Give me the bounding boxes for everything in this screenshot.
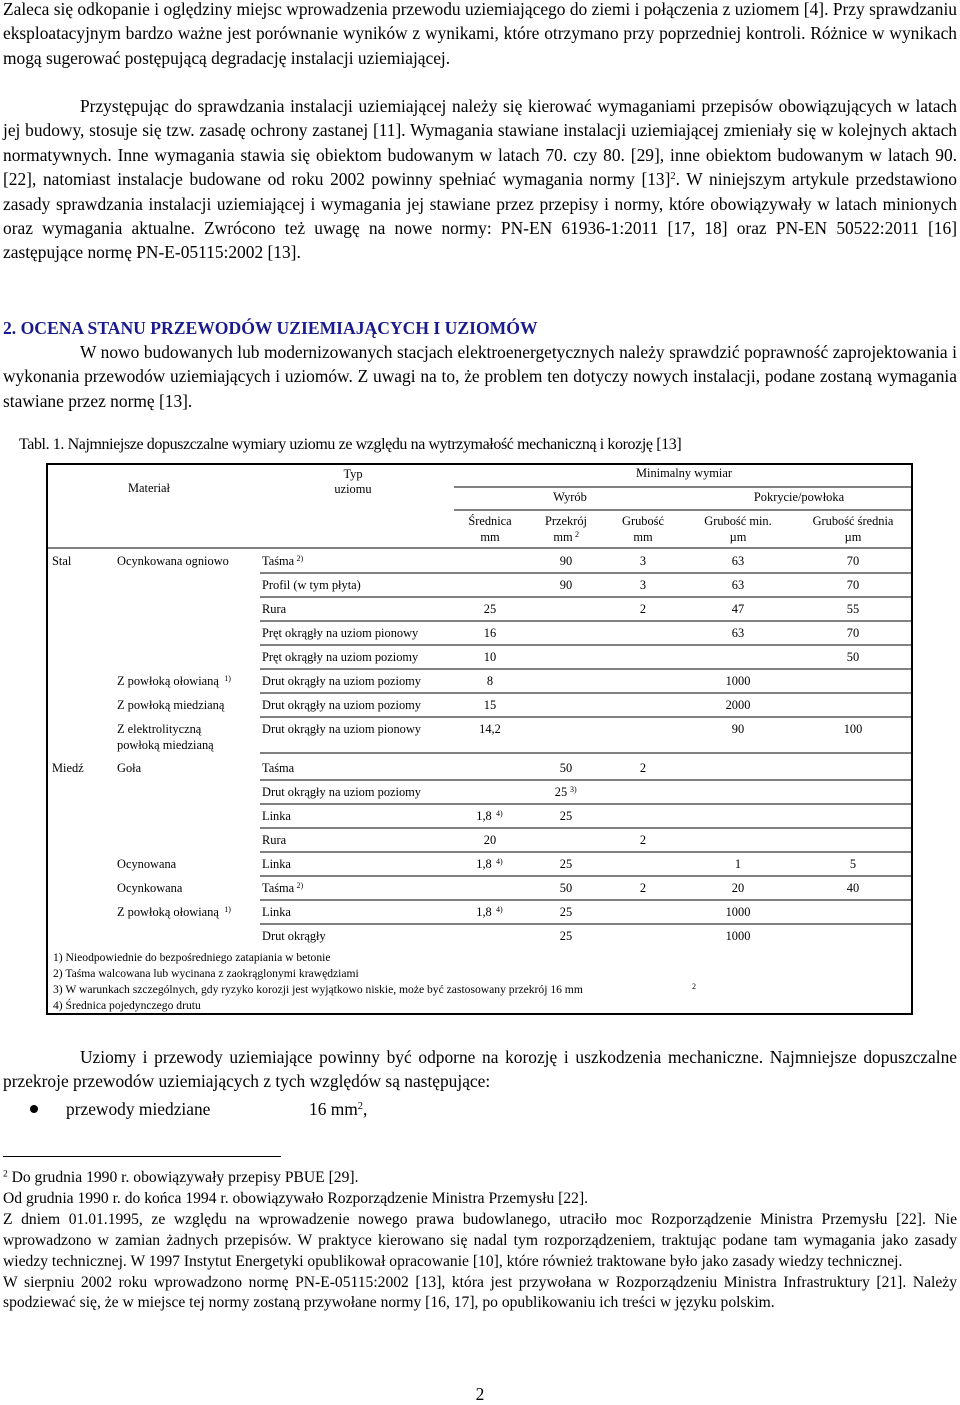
cell-gsr: 40	[846, 881, 860, 895]
header-grubosc-sr: Grubość średnia	[812, 514, 894, 528]
cell-finish-sup: 1)	[224, 674, 231, 683]
cell-type: Linka	[262, 857, 291, 871]
cell-type-sup: 2)	[296, 881, 304, 890]
cell-gr: 2	[639, 881, 647, 895]
paragraph-requirements: Przystępując do sprawdzania instalacji uziemiającej należy się kierować wymaganiami przepisów obowiązujących w latach jej budowy, stosuje się tzw. zasadę ochrony zastanej [11]. Wymagania stawiane instalacji uziemiającej zmieniały się w kolejnych aktach normatywnych. Inne wymagania stawia się obiektom budowanym w latach 70. czy 80. [29], inne obiektom budowanym w latach 90. [22], natomiast instalacje budowane od roku 2002 powinny spełniać wymagania normy $[13]^2$. W niniejszym artykule przedstawiono zasady sprawdzania instalacji uziemiającej i wymagania jej stawiane przez przepisy i normy, które obowiązywały w latach minionych oraz wymagania aktualne. Zwrócono też uwagę na nowe normy: PN-EN 61936-1:2011 [17, 18] oraz PN-EN 50522:2011 [16] zastępujące normę PN-E-05115:2002 [13].	[3, 96, 957, 263]
cell-type: Profil (w tym płyta)	[262, 578, 361, 592]
cell-type: Linka	[262, 809, 291, 823]
table-note-sup: 2	[692, 982, 696, 991]
cell-material: Miedź	[52, 761, 84, 775]
cell-sr: 1,8	[476, 809, 492, 823]
footnote-rule	[3, 1156, 281, 1157]
cell-prz: 25	[559, 905, 573, 919]
cell-sr: 1,8	[476, 905, 492, 919]
bullet-item: przewody miedziane 16 $mm^2$,	[30, 1097, 367, 1121]
cell-type: Pręt okrągły na uziom poziomy	[262, 650, 419, 664]
cell-gmin: 63	[731, 578, 745, 592]
cell-gmin: 1	[734, 857, 742, 871]
footnote-line: Od grudnia 1990 r. do końca 1994 r. obowiązywało Rozporządzenie Ministra Przemysłu [22].	[3, 1189, 589, 1207]
cell-gmin: 20	[731, 881, 745, 895]
paragraph-section2: W nowo budowanych lub modernizowanych stacjach elektroenergetycznych należy sprawdzić poprawność zaprojektowania i wykonania przewodów uziemiających i uziomów. Z uwagi na to, że problem ten dotyczy nowych instalacji, podane zostaną wymagania stawiane przez normę [13].	[3, 342, 957, 411]
cell-sr-sup: 4)	[496, 857, 503, 866]
cell-gr: 2	[639, 761, 647, 775]
cell-gsr: 50	[846, 650, 860, 664]
cell-sr: 14,2	[479, 722, 501, 736]
header-pokrycie: Pokrycie/powłoka	[753, 490, 845, 504]
cell-gsr: 55	[846, 602, 860, 616]
header-grubosc-unit: mm	[633, 530, 653, 544]
paragraph-intro: Zaleca się odkopanie i oględziny miejsc wprowadzenia przewodu uziemiającego do ziemi i połączenia z uziomem [4]. Przy sprawdzaniu eksploatacyjnym bardzo ważne jest porównanie wyników z wynikami, które otrzymano przy poprzedniej kontroli. Różnice w wynikach mogą sugerować postępującą degradację instalacji uziemiającej.	[3, 0, 957, 68]
cell-finish: Ocynowana	[117, 857, 177, 871]
cell-type: Linka	[262, 905, 291, 919]
cell-sr: 15	[483, 698, 497, 712]
header-grubosc-min: Grubość min.	[704, 514, 772, 528]
bullet-sup: 2	[357, 1100, 364, 1112]
cell-material: Stal	[52, 554, 72, 568]
bullet-value: 16 mm	[309, 1099, 358, 1119]
cell-type: Rura	[262, 833, 287, 847]
cell-gmin: 1000	[725, 674, 751, 688]
header-srednica: Średnica	[468, 514, 512, 528]
cell-finish: Goła	[117, 761, 142, 775]
header-srednica-unit: mm	[480, 530, 500, 544]
cell-type-sup: 2)	[296, 554, 304, 563]
header-material: Materiał	[128, 481, 170, 495]
cell-gr: 2	[639, 833, 647, 847]
cell-prz: 50	[559, 881, 573, 895]
header-grubosc: Grubość	[622, 514, 664, 528]
cell-finish: Z powłoką ołowianą	[117, 905, 219, 919]
footnote-line: Z dniem 01.01.1995, ze względu na wprowadzenie nowego prawa budowlanego, utraciło moc Rozporządzenie Ministra Przemysłu [22]. Nie wprowadzono w zamian żadnych przepisów. W praktyce kierowano się nadal tym rozporządzeniem, traktując podane tam wymagania jako zasady wiedzy technicznej. W 1997 Instytut Energetyki opublikował opracowanie [10], które również traktowane było jako zasady wiedzy technicznej.	[3, 1210, 957, 1270]
cell-finish: Z powłoką ołowianą	[117, 674, 219, 688]
header-przekroj-unit: mm	[553, 530, 573, 544]
cell-type: Taśma	[262, 881, 295, 895]
cell-type: Rura	[262, 602, 287, 616]
cell-finish: Ocynkowana ogniowo	[117, 554, 229, 568]
table-note: 4) Średnica pojedynczego drutu	[53, 999, 201, 1012]
bullet-label: przewody miedziane	[66, 1099, 211, 1119]
cell-finish: Z elektrolityczną	[117, 722, 202, 736]
cell-prz: 50	[559, 761, 573, 775]
cell-sr: 8	[486, 674, 494, 688]
cell-prz: 25	[559, 809, 573, 823]
cell-prz-sup: 3)	[570, 785, 577, 794]
cell-gmin: 63	[731, 626, 745, 640]
cell-type: Pręt okrągły na uziom pionowy	[262, 626, 419, 640]
footnote	[3, 1168, 957, 1314]
paragraph-corrosion: Uziomy i przewody uziemiające powinny być odporne na korozję i uszkodzenia mechaniczne. Najmniejsze dopuszczalne przekroje przewodów uziemiających z tych względów są następujące:	[3, 1047, 957, 1092]
header-uziomu: uziomu	[334, 482, 372, 496]
cell-sr: 25	[483, 602, 497, 616]
header-typ: Typ	[343, 467, 363, 481]
cell-gr: 3	[639, 578, 647, 592]
header-wyrob: Wyrób	[553, 490, 587, 504]
cell-type: Taśma	[262, 554, 295, 568]
cell-gr: 2	[639, 602, 647, 616]
cell-type: Drut okrągły na uziom poziomy	[262, 698, 421, 712]
cell-sr: 20	[483, 833, 497, 847]
bullet-dot-icon	[30, 1105, 38, 1113]
footnote-line: $^2$ Do grudnia 1990 r. obowiązywały przepisy PBUE [29].	[3, 1169, 359, 1186]
cell-gr: 3	[639, 554, 647, 568]
cell-gmin: 2000	[725, 698, 751, 712]
cell-finish: Z powłoką miedzianą	[117, 698, 225, 712]
footnote-line: W sierpniu 2002 roku wprowadzono normę PN-E-05115:2002 [13], która jest przywołana w Rozporządzeniu Ministra Infrastruktury [21]. Należy spodziewać się, że w miejsce tej normy zostaną przywołane normy [16, 17], po opublikowaniu ich treści w języku polskim.	[3, 1273, 957, 1312]
cell-gsr: 70	[846, 578, 860, 592]
cell-prz: 25	[554, 785, 568, 799]
cell-prz: 90	[559, 554, 573, 568]
page-number: 2	[475, 1384, 485, 1404]
cell-sr-sup: 4)	[496, 809, 503, 818]
cell-finish: Ocynkowana	[117, 881, 183, 895]
cell-type: Drut okrągły na uziom poziomy	[262, 674, 421, 688]
cell-gsr: 5	[849, 857, 857, 871]
cell-prz: 25	[559, 857, 573, 871]
cell-gmin: 1000	[725, 905, 751, 919]
header-grubosc-sr-unit: µm	[844, 530, 862, 544]
cell-gsr: 70	[846, 626, 860, 640]
cell-gmin: 90	[731, 722, 745, 736]
cell-prz: 90	[559, 578, 573, 592]
cell-finish-sup: 1)	[224, 905, 231, 914]
table-note: 2) Taśma walcowana lub wycinana z zaokrąglonymi krawędziami	[53, 967, 359, 980]
cell-sr-sup: 4)	[496, 905, 503, 914]
header-przekroj: Przekrój	[545, 514, 587, 528]
cell-sr: 16	[483, 626, 497, 640]
cell-gmin: 47	[731, 602, 745, 616]
cell-prz: 25	[559, 929, 573, 943]
header-min-wymiar: Minimalny wymiar	[635, 466, 733, 480]
table-caption: Tabl. 1. Najmniejsze dopuszczalne wymiary uziomu ze względu na wytrzymałość mechaniczną i korozję [13]	[19, 436, 682, 453]
table-note: 3) W warunkach szczególnych, gdy ryzyko korozji jest wyjątkowo niskie, może być zastosowany przekrój 16 mm	[53, 983, 583, 996]
cell-finish-line2: powłoką miedzianą	[117, 738, 214, 752]
cell-gsr: 70	[846, 554, 860, 568]
cell-sr: 1,8	[476, 857, 492, 871]
cell-gmin: 63	[731, 554, 745, 568]
cell-type: Taśma	[262, 761, 295, 775]
header-przekroj-sup: 2	[575, 530, 579, 539]
table-note: 1) Nieodpowiednie do bezpośredniego zatapiania w betonie	[53, 951, 331, 964]
cell-type: Drut okrągły	[262, 929, 326, 943]
cell-type: Drut okrągły na uziom pionowy	[262, 722, 421, 736]
cell-sr: 10	[483, 650, 497, 664]
cell-type: Drut okrągły na uziom poziomy	[262, 785, 421, 799]
header-grubosc-min-unit: µm	[729, 530, 747, 544]
section-heading: 2. OCENA STANU PRZEWODÓW UZIEMIAJĄCYCH I UZIOMÓW	[3, 318, 538, 338]
cell-gmin: 1000	[725, 929, 751, 943]
cell-gsr: 100	[843, 722, 863, 736]
